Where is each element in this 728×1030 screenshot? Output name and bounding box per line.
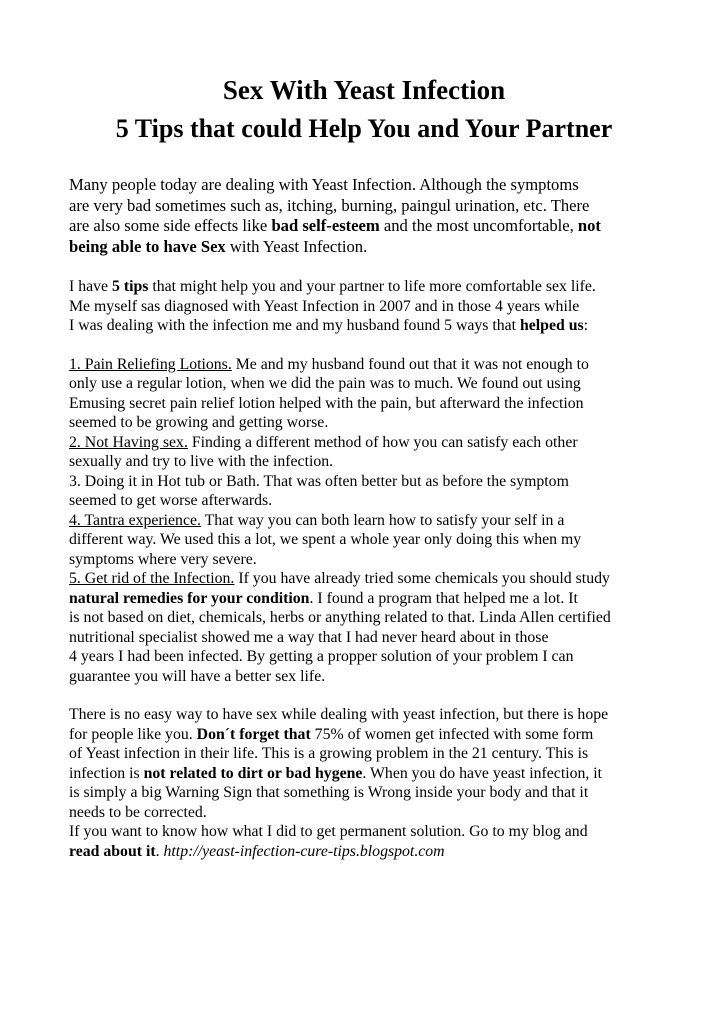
intro-paragraph [69,175,664,257]
bold-phrase: Don´t forget that [196,725,311,743]
bold-phrase: not [577,216,601,235]
bold-phrase: natural remedies for your condition [69,589,310,607]
text-line: 4 years I had been infected. By getting a propper solution of your problem I can [69,648,574,665]
tips-intro-paragraph [69,277,664,336]
blog-link[interactable]: http://yeast-infection-cure-tips.blogspot.com [163,842,445,860]
text-line: with Yeast Infection. [225,236,368,256]
text-line: is simply a big Warning Sign that something is Wrong inside your body and that it [69,784,589,801]
tip-heading-5: 5. Get rid of the Infection. [69,570,235,587]
closing-paragraph [69,705,664,861]
page-title: Sex With Yeast Infection [222,75,506,105]
text-line: . I found a program that helped me a lot. It [309,589,578,607]
text-line: seemed to get worse afterwards. [69,492,273,509]
text-line: Many people today are dealing with Yeast Infection. Although the symptoms [69,175,579,194]
tip-heading-2: 2. Not Having sex. [69,433,188,451]
text-line: : [583,317,589,334]
tip-heading-4: 4. Tantra experience. [69,511,201,529]
text-line: There is no easy way to have sex while dealing with yeast infection, but there is hope [69,706,609,723]
page-subtitle: 5 Tips that could Help You and Your Partner [115,114,613,143]
text-line: needs to be corrected. [69,803,207,821]
text-line: and the most uncomfortable, [379,216,578,235]
text-line: . [155,842,164,860]
bold-phrase: being able to have Sex [69,236,226,256]
text-line: symptoms where very severe. [69,550,257,568]
text-line: 75% of women get infected with some form [310,725,594,743]
text-line: that might help you and your partner to life more comfortable sex life. [148,278,596,295]
bold-phrase: 5 tips [111,278,149,295]
text-line: nutritional specialist showed me a way that I had never heard about in those [69,628,549,646]
text-line: I have [69,278,112,295]
bold-phrase: helped us [520,317,584,334]
text-line: for people like you. [69,725,197,743]
text-line: only use a regular lotion, when we did the pain was to much. We found out using [69,375,581,392]
text-line: If you have already tried some chemicals you should study [234,570,610,587]
text-line: seemed to be growing and getting worse. [69,414,329,431]
text-line: Emusing secret pain relief lotion helped with the pain, but afterward the infection [69,394,584,412]
tip-heading-3: 3. Doing it in Hot tub or Bath. That was often better but as before the symptom [69,472,569,490]
text-line: That way you can both learn how to satisfy your self in a [200,511,565,529]
tips-list [69,355,664,687]
text-line: Me myself sas diagnosed with Yeast Infection in 2007 and in those 4 years while [69,297,580,315]
document-body [69,175,664,861]
text-line: infection is [69,764,144,782]
bold-phrase: read about it [69,842,156,860]
bold-phrase: bad self-esteem [271,216,380,235]
text-line: of Yeast infection in their life. This is a growing problem in the 21 century. This is [69,745,589,762]
text-line: sexually and try to live with the infection. [69,453,334,470]
text-line: If you want to know how what I did to get permanent solution. Go to my blog and [69,823,588,840]
bold-phrase: not related to dirt or bad hygene [143,764,363,782]
tip-heading-1: 1. Pain Reliefing Lotions. [69,355,232,373]
text-line: are very bad sometimes such as, itching, burning, paingul urination, etc. There [69,195,590,215]
text-line: . When you do have yeast infection, it [362,764,603,782]
text-line: Finding a different method of how you can satisfy each other [187,433,578,451]
text-line: I was dealing with the infection me and my husband found 5 ways that [69,317,520,334]
text-line: is not based on diet, chemicals, herbs or anything related to that. Linda Allen certified [69,609,611,626]
text-line: different way. We used this a lot, we spent a whole year only doing this when my [69,531,582,548]
text-line: are also some side effects like [69,216,272,235]
text-line: Me and my husband found out that it was not enough to [231,355,589,373]
text-line: guarantee you will have a better sex life. [69,667,326,685]
